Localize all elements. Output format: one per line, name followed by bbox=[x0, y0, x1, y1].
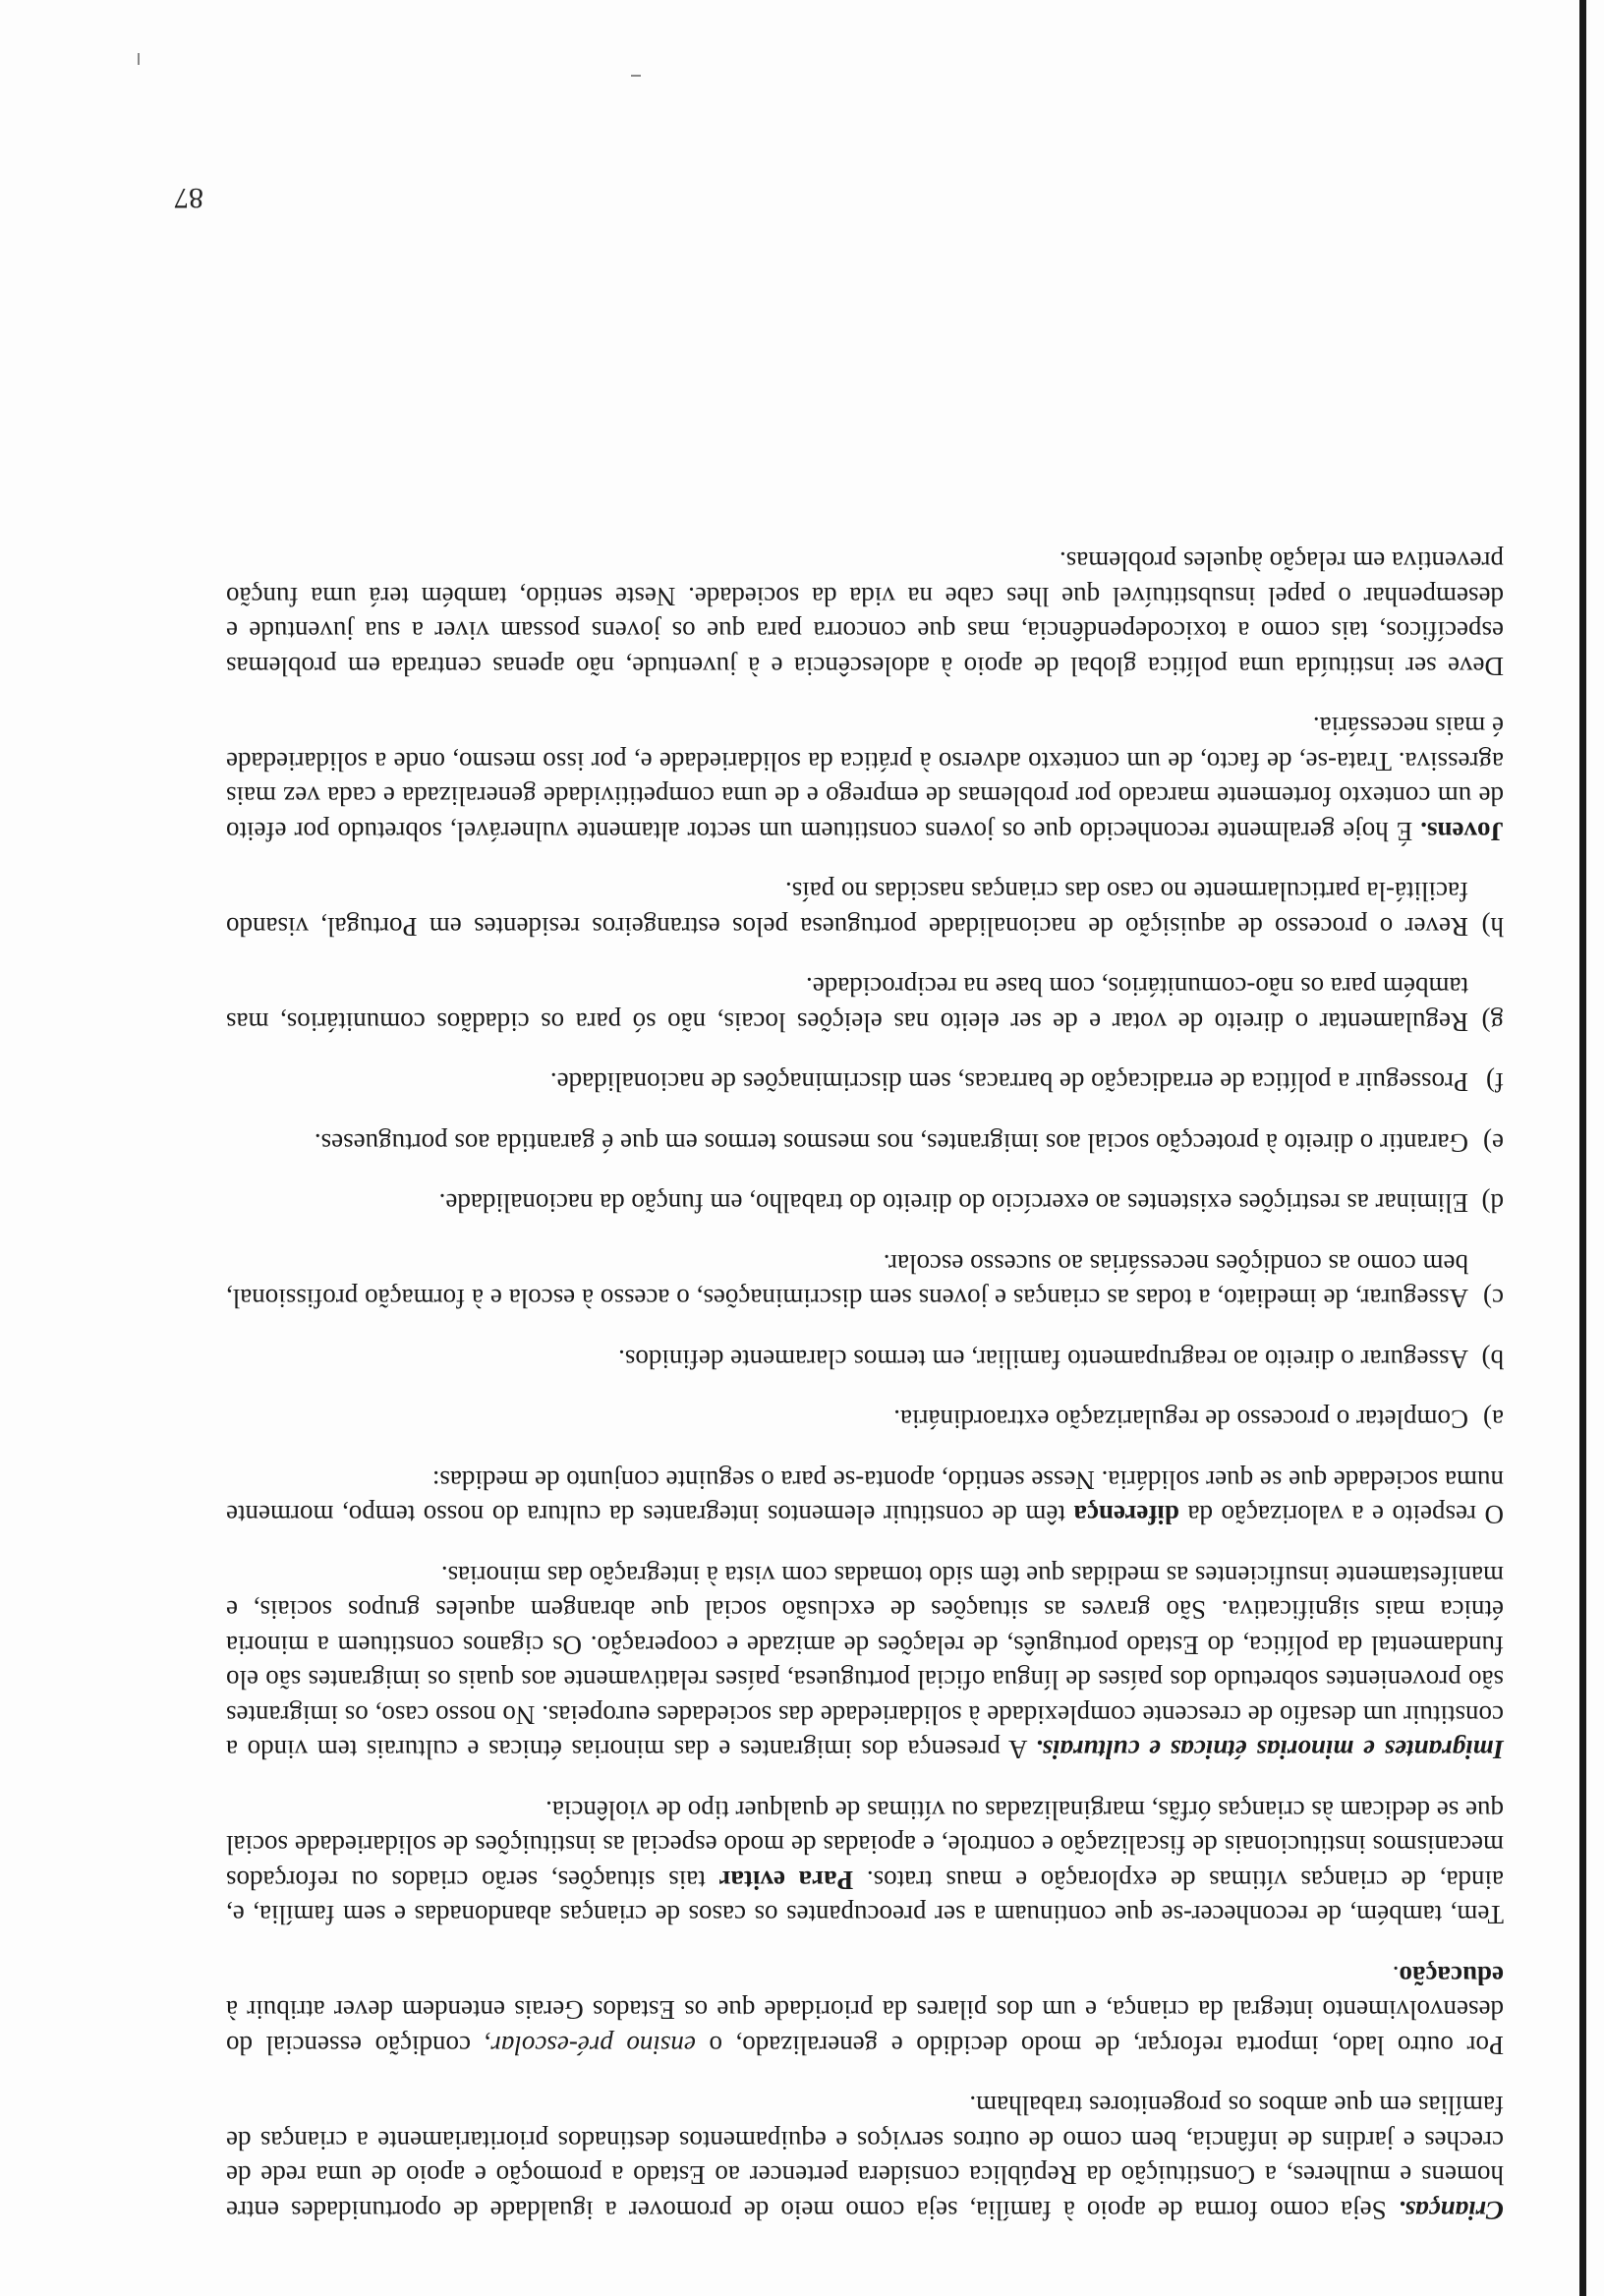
page-number: 87 bbox=[174, 182, 203, 214]
document-body bbox=[226, 518, 1504, 2227]
list-item: d) Eliminar as restrições existentes ao exercício do direito do trabalho, em função da nacionalidade. bbox=[438, 1188, 1504, 1219]
list-item: g) Regulamentar o direito de votar e de ser eleito nas eleições locais, não só para os cidadãos comunitários, mas também para os não-comunitários, com base na reciprocidade. bbox=[226, 972, 1504, 1037]
list-item: c) Assegurar, de imediato, a todas as crianças e jovens sem discriminações, o acesso à escola e à formação profissional, bem como as condições necessárias ao sucesso escolar. bbox=[226, 1249, 1504, 1314]
paragraph-jovens: Jovens. É hoje geralmente reconhecido que os jovens constituem um sector altamente vulnerável, sobretudo por efeito de um contexto fortemente marcado por problemas de emprego e de uma competitividade generalizada e cada vez mais agressiva. Trata-se, de facto, de um contexto adverso à prática da solidariedade e, por isso mesmo, onde a solidariedade é mais necessária. bbox=[226, 712, 1504, 846]
paragraph-pre-escolar: Por outro lado, importa reforçar, de modo decidido e generalizado, o ensino pré-escolar, condição essencial do desenvolvimento integral da criança, e um dos pilares da prioridade que os Estados Gerais entendem dever atribuir à educação. bbox=[225, 1961, 1504, 2060]
paragraph-abandono: Tem, também, de reconhecer-se que continuam a ser preocupantes os casos de crianças abandonadas e sem família, e, ainda, de crianças vítimas de exploração e maus tratos. Para evitar tais situações, serão criados ou reforçados mecanismos institucionais de fiscalização e controle, e apoiadas de modo especial as instituições de solidariedade social que se dedicam às crianças órfãs, marginalizadas ou vítimas de qualquer tipo de violência. bbox=[226, 1796, 1504, 1930]
section-heading: Jovens. bbox=[1420, 817, 1504, 846]
measures-list bbox=[226, 874, 1504, 1437]
scan-edge-bar bbox=[1579, 0, 1586, 2296]
list-item: f) Prosseguir a política de erradicação de barracas, sem discriminações de nacionalidade. bbox=[549, 1067, 1504, 1098]
paragraph-politica-juventude: Deve ser instituída uma política global de apoio à adolescência e à juventude, não apenas centrada em problemas específicos, tais como a toxicodependência, mas que concorra para que os jovens possam viver a sua juventude e desempenhar o papel insubstituível que lhes cabe na vida da sociedade. Neste sentido, também terá uma função preventiva em relação àqueles problemas. bbox=[226, 546, 1504, 681]
scan-speck bbox=[631, 75, 641, 77]
section-heading: Crianças. bbox=[1398, 2196, 1504, 2225]
paragraph-diferenca: O respeito e a valorização da diferença têm de constituir elementos integrantes da cultura do nosso tempo, mormente numa sociedade que se quer solidária. Nesse sentido, aponta-se para o seguinte conjunto de medidas: bbox=[226, 1465, 1504, 1530]
list-item: h) Rever o processo de aquisição de nacionalidade portuguesa pelos estrangeiros residentes em Portugal, visando facilitá-la particularmente no caso das crianças nascidas no país. bbox=[226, 877, 1504, 942]
list-item: b) Assegurar o direito ao reagrupamento familiar, em termos claramente definidos. bbox=[618, 1345, 1504, 1374]
paragraph-imigrantes: Imigrantes e minorias étnicas e culturais. A presença dos imigrantes e das minorias étnicas e culturais tem vindo a constituir um desafio de crescente complexidade à solidariedade das sociedades europeias. No nosso caso, os imigrantes são provenientes sobretudo dos países de língua oficial portuguesa, países relativamente aos quais os imigrantes são elo fundamental da política, do Estado português, de relações de amizade e cooperação. Os ciganos constituem a minoria étnica mais significativa. São graves as situações de exclusão social que abrangem aqueles grupos sociais, e manifestamente insuficientes as medidas que têm sido tomadas com vista à integração das minorias. bbox=[226, 1561, 1504, 1765]
scan-speck bbox=[138, 53, 140, 65]
list-item: e) Garantir o direito à protecção social aos imigrantes, nos mesmos termos em que é garantida aos portugueses. bbox=[314, 1128, 1504, 1158]
section-heading: Imigrantes e minorias étnicas e culturais. bbox=[1035, 1735, 1504, 1765]
paragraph-criancas: Crianças. Seja como forma de apoio à família, seja como meio de promover a igualdade de oportunidades entre homens e mulheres, a Constituição da República considera pertencer ao Estado a promoção e apoio de uma rede de creches e jardins de infância, bem como de outros serviços e equipamentos destinados prioritariamente a crianças de famílias em que ambos os progenitores trabalham. bbox=[226, 2091, 1504, 2225]
list-item: a) Completar o processo de regularização extraordinária. bbox=[893, 1405, 1504, 1435]
